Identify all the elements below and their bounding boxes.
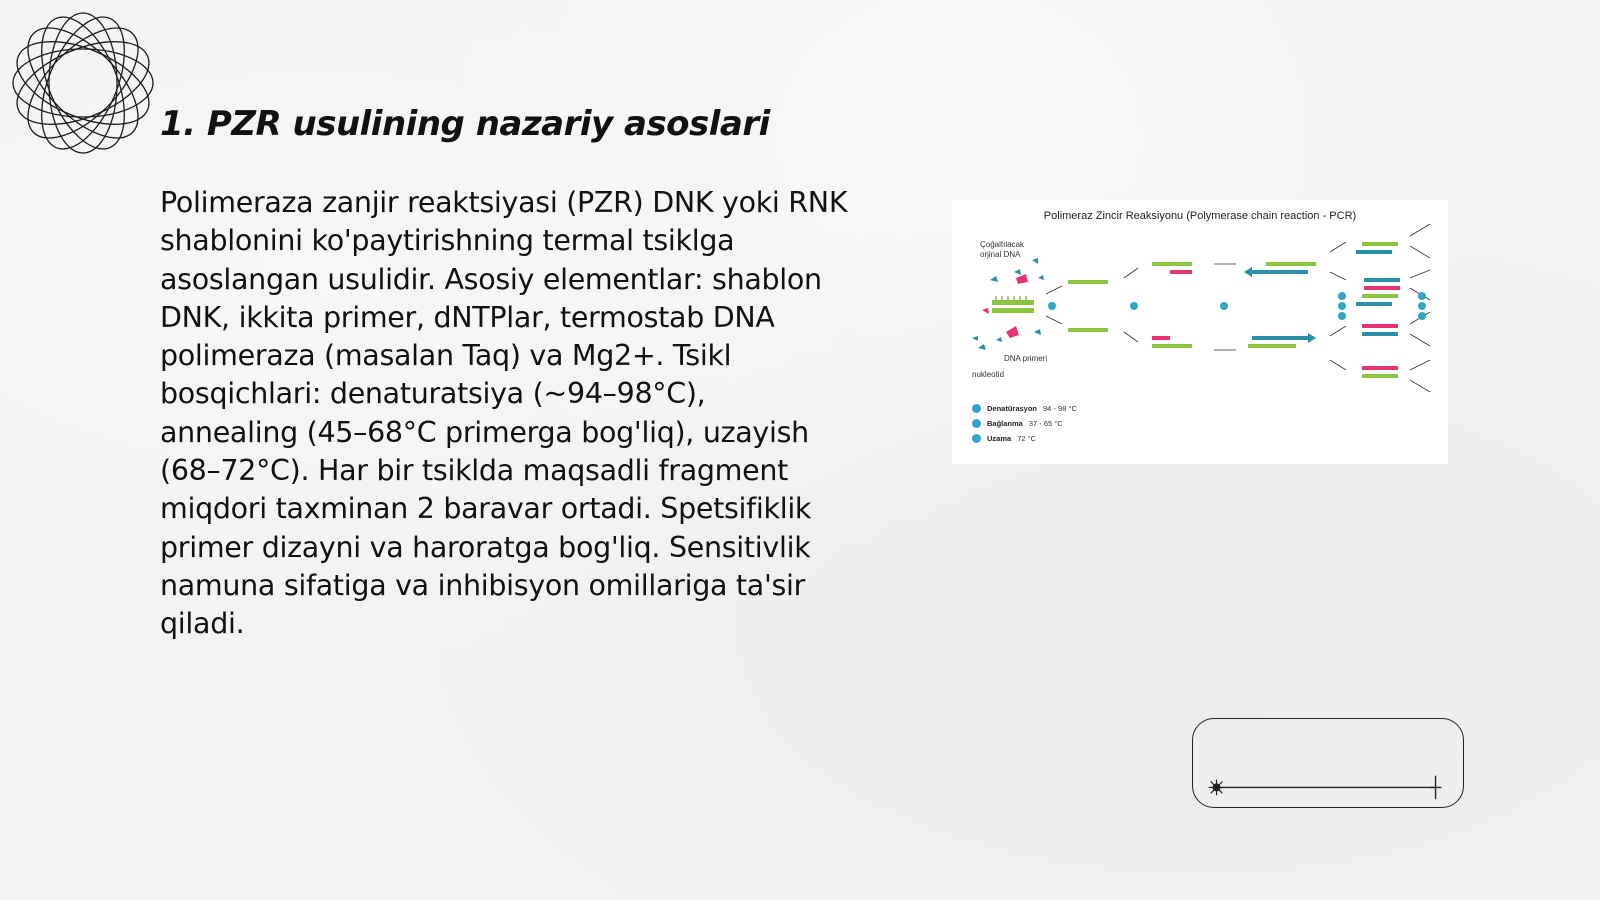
legend-item-denaturation: Denatürasyon 94 - 98 °C: [972, 404, 1077, 413]
slide-body-text: Polimeraza zanjir reaktsiyasi (PZR) DNK yoki RNK shablonini ko'paytirishning termal tsiklga asoslangan usulidir. Asosiy elementlar: shablon DNK, ikkita primer, dNTPlar, termostab DNA polimeraza (masalan Taq) va Mg2+. Tsikl bosqichlari: denaturatsiya (~94–98°C), annealing (45–68°C primerga bog'liq), uzayish (68–72°C). Har bir tsiklda maqsadli fragment miqdori taxminan 2 baravar ortadi. Spetsifiklik primer dizayni va haroratga bog'liq. Sensitivlik namuna sifatiga va inhibisyon omillariga ta'sir qiladi.: [160, 186, 848, 641]
cross-marker-icon: [1430, 776, 1442, 799]
cycle-dot-icon: [972, 419, 981, 428]
cycle-dot-icon: [972, 434, 981, 443]
decorative-timeline-box: [1192, 718, 1464, 808]
cycle-dot-icon: [972, 404, 981, 413]
legend-item-annealing: Bağlanma 37 - 65 °C: [972, 419, 1063, 428]
original-dna-strand: [992, 296, 1034, 313]
diagram-title: Polimeraz Zincir Reaksiyonu (Polymerase chain reaction - PCR): [1043, 210, 1357, 222]
label-dna-primer: DNA primeri: [1004, 354, 1048, 363]
label-original-dna: Çoğaltılacak orjinal DNA: [980, 240, 1025, 259]
slide-title: 1. PZR usulining nazariy asoslari: [160, 104, 770, 144]
label-nucleotide: nukleotid: [972, 370, 1005, 379]
legend-item-extension: Uzama 72 °C: [972, 434, 1036, 443]
rosette-icon: [8, 8, 158, 158]
pcr-diagram: [952, 200, 1448, 464]
sun-icon: [1209, 780, 1225, 796]
